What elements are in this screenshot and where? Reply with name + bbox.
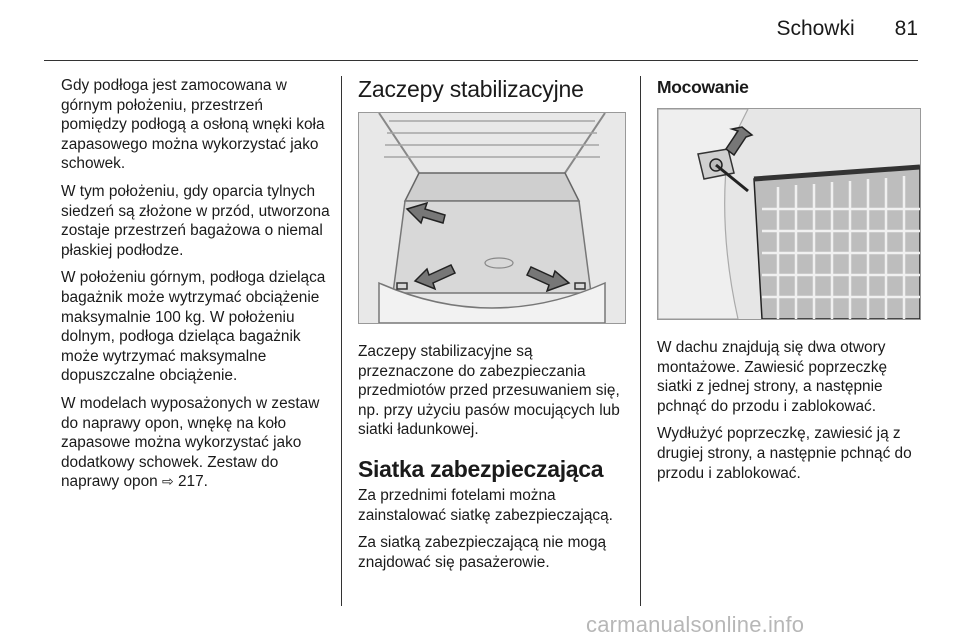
section-heading: Zaczepy stabilizacyjne [358, 76, 584, 102]
column-3 [657, 76, 923, 491]
paragraph: W tym położeniu, gdy oparcia tylnych siedzeń są złożone w przód, utworzona zostaje przestrzeń bagażowa o niemal płaskiej podłodze. [61, 182, 330, 259]
section-heading: Mocowanie [657, 77, 749, 97]
paragraph: Za siatką zabezpieczającą nie mogą znajdować się pasażerowie. [358, 534, 607, 571]
page-header [776, 14, 918, 44]
paragraph: Za przednimi fotelami można zainstalować siatkę zabezpieczającą. [358, 486, 613, 524]
paragraph: W dachu znajdują się dwa otwory montażowe. Zawiesić poprzeczkę siatki z jednej strony, a następnie pchnąć do przodu i zablokować. [657, 339, 888, 415]
page-reference[interactable]: 217. [173, 473, 208, 491]
paragraph: Gdy podłoga jest zamocowana w górnym położeniu, przestrzeń pomiędzy podłogą a osłoną wnęki koła zapasowego można wykorzystać jako schowek. [61, 77, 325, 173]
paragraph [61, 394, 333, 492]
section-heading: Siatka zabezpieczająca [358, 455, 604, 482]
section-title: Schowki [776, 17, 855, 40]
header-rule [44, 60, 918, 61]
paragraph: Zaczepy stabilizacyjne są przeznaczone do zabezpieczania przedmiotów przed przesuwaniem się, np. przy użyciu pasów mocujących lub siatki ładunkowej. [358, 343, 620, 439]
safety-net-mounting-figure [657, 108, 921, 320]
paragraph: W położeniu górnym, podłoga dzieląca bagażnik może wytrzymać obciążenie maksymalnie 100 kg. W położeniu dolnym, podłoga dzieląca bagażnik może wytrzymać maksymalne dopuszczalne obciążenie. [61, 269, 326, 385]
paragraph: Wydłużyć poprzeczkę, zawiesić ją z drugiej strony, a następnie pchnąć do przodu i zablokować. [657, 425, 912, 482]
cargo-hooks-figure [358, 112, 626, 324]
column-1 [61, 76, 333, 500]
watermark: carmanualsonline.info [586, 612, 805, 637]
column-divider [640, 76, 641, 606]
paragraph-text: W modelach wyposażonych w zestaw do naprawy opon, wnękę na koło zapasowe można wykorzystać jako dodatkowy schowek. Zestaw do naprawy opon [61, 394, 320, 491]
page-number: 81 [894, 17, 918, 40]
column-2 [358, 76, 626, 580]
page-reference-icon[interactable]: ⇨ [161, 473, 174, 490]
column-divider [341, 76, 342, 606]
